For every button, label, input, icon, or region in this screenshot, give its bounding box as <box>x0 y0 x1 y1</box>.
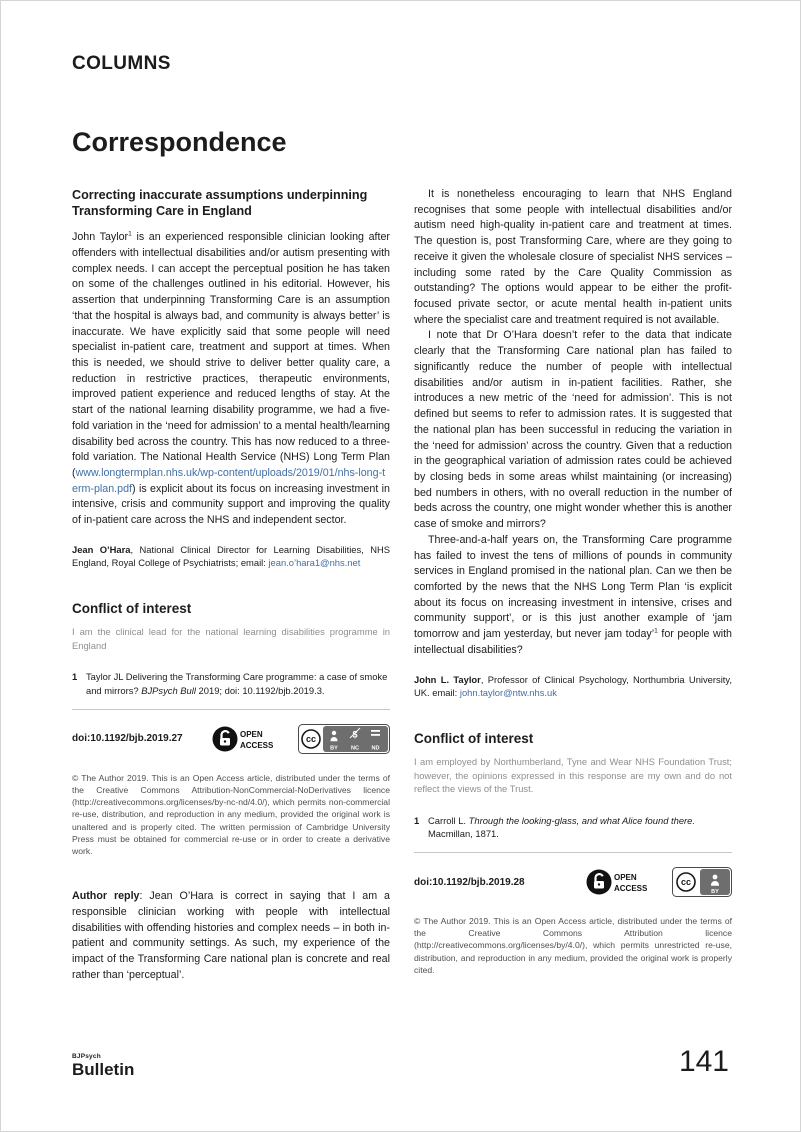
svg-text:$: $ <box>352 729 358 740</box>
journal-logo-top: BJPsych <box>72 1053 101 1060</box>
svg-text:cc: cc <box>305 733 317 744</box>
license-badges <box>586 867 732 897</box>
divider <box>72 709 390 710</box>
svg-text:ND: ND <box>371 745 380 752</box>
citation-marker: 1 <box>654 627 658 635</box>
right-column <box>414 187 732 1008</box>
author-name: John L. Taylor <box>414 673 481 685</box>
conflict-of-interest-text: I am the clinical lead for the national learning disabilities programme in England <box>72 626 390 651</box>
doi-row <box>72 724 390 754</box>
conflict-of-interest-heading: Conflict of interest <box>414 730 534 746</box>
journal-logo-main: Bulletin <box>72 1060 135 1079</box>
svg-text:OPEN: OPEN <box>614 873 637 883</box>
conflict-of-interest-text: I am employed by Northumberland, Tyne and Wear NHS Foundation Trust; however, the opinions expressed in this response are my own and do not reflect the views of the Trust. <box>414 755 732 795</box>
article2-paragraph-1: It is nonetheless encouraging to learn that NHS England recognises that some people with intellectual disabilities and/or autism need high-quality in-patient care and treatment at times. The question is, post Transforming Care, where are they going to receive it given the wholesale closure of specialist NHS services – including some rated by the Care Quality Commission as outstanding? The options would appear to be either the profit-focused private sector, or acute mental health in-patient units where the specialist care and treatment required is not available. <box>414 188 732 326</box>
svg-text:BY: BY <box>330 745 338 752</box>
license-badges <box>212 724 390 754</box>
cc-by-badge <box>672 867 732 897</box>
reference-text: Carroll L. Through the looking-glass, and what Alice found there. Macmillan, 1871. <box>428 814 695 839</box>
page-title: Correspondence <box>72 127 287 157</box>
author-reply-paragraph <box>72 889 390 983</box>
article2-paragraph-2: I note that Dr O’Hara doesn’t refer to the data that indicate clearly that the Transforming Care national plan has failed to significantly reduce the number of people with intellectual disabilities and/or autism in in-patient facilities. Rather, she introduces a new metric of the ‘need for admission’. This is not defined but seems to refer to admission rates. It is suggested that the national plan has been successful in reducing the variation in the ‘need for admission’ across the country. Given that a reduction in the geographical variation of admission rates could be achieved by closing beds in some areas whilst maintaining (or increasing) bed numbers in others, with no overall reduction in the number of beds across the country, one might wonder whether this is another case of smoke and mirrors? <box>414 329 732 531</box>
svg-text:cc: cc <box>680 877 692 888</box>
doi-label: doi:10.1192/bjb.2019.27 <box>72 733 183 745</box>
taylor-email-link[interactable]: john.taylor@ntw.nhs.uk <box>459 686 557 698</box>
author-affiliation: , National Clinical Director for Learning Disabilities, NHS England, Royal College of Psychiatrists; email: <box>72 543 390 569</box>
article1-paragraph <box>72 230 390 529</box>
reference-text: Taylor JL Delivering the Transforming Care programme: a case of smoke and mirrors? BJPsych Bull 2019; doi: 10.1192/bjb.2019.3. <box>86 671 388 696</box>
author-reply-text: : Jean O’Hara is correct in saying that I am a responsible clinician working with people with intellectual disabilities with offending histories and complex needs – in both in-patient and community settings. As such, my experience of the impact of the Transforming Care national plan is concrete and real rather than ‘perceptual’. <box>72 890 390 981</box>
svg-text:ACCESS: ACCESS <box>614 884 648 894</box>
article1-signature <box>72 543 390 569</box>
open-access-icon <box>586 868 664 896</box>
author-reply-label: Author reply <box>72 890 140 903</box>
citation-marker: 1 <box>128 230 132 238</box>
conflict-of-interest-heading: Conflict of interest <box>72 601 192 617</box>
article1-text-end: ) is explicit about its focus on increasing investment in intensive, crisis and community support and improving the quality of in-patient care across the NHS and independent sector. <box>72 482 390 527</box>
reference-item <box>72 670 390 696</box>
article2-signature <box>414 673 732 699</box>
divider <box>414 852 732 853</box>
article1-text-start: John Taylor <box>72 231 129 244</box>
doi-row <box>414 867 732 897</box>
copyright-notice: © The Author 2019. This is an Open Access article, distributed under the terms of the Creative Commons Attribution-NonCommercial-NoDerivatives licence (http://creativecommons.org/licenses/by-nc-nd/4.0/), which permits non-commercial re-use, distribution, and reproduction in any medium, provided the original work is unaltered and is properly cited. The written permission of Cambridge University Press must be obtained for commercial re-use or in order to create a derivative work. <box>72 772 390 856</box>
author-name: Jean O’Hara <box>72 543 131 555</box>
author-affiliation: , Professor of Clinical Psychology, Northumbria University, UK. email: <box>414 673 732 698</box>
journal-logo <box>72 1053 134 1080</box>
two-column-layout <box>72 187 732 1008</box>
doi-label: doi:10.1192/bjb.2019.28 <box>414 876 525 888</box>
longtermplan-link[interactable]: www.longtermplan.nhs.uk/wp-content/uploads/2019/01/nhs-long-term-plan.pdf <box>72 467 386 495</box>
cc-by-nc-nd-badge <box>298 724 390 754</box>
article2-paragraph-3: Three-and-a-half years on, the Transforming Care programme has failed to invest the tens of millions of pounds in community services in England promised in the national plan. Can we then be comforted by the news that the NHS Long Term Plan ‘is explicit about its focus on increasing investment in intensive, crises and community support’, or is this just another example of ‘jam tomorrow and jam yesterday, but never jam today’$^1$ for people with intellectual disabilities? <box>414 533 732 656</box>
section-label: COLUMNS <box>72 53 171 74</box>
copyright-notice: © The Author 2019. This is an Open Access article, distributed under the terms of the Creative Commons Attribution licence (http://creativecommons.org/licenses/by/4.0/), which permits unrestricted re-use, distribution, and reproduction in any medium, provided the original work is properly cited. <box>414 916 732 975</box>
page-number: 141 <box>678 1045 729 1078</box>
open-access-icon <box>212 725 290 753</box>
reference-number: 1 <box>414 814 420 826</box>
reference-number: 1 <box>72 671 78 683</box>
svg-text:ACCESS: ACCESS <box>240 740 274 750</box>
svg-text:OPEN: OPEN <box>240 729 263 739</box>
article1-title: Correcting inaccurate assumptions underpinning Transforming Care in England <box>72 188 368 219</box>
reference-item <box>414 814 732 840</box>
svg-text:BY: BY <box>711 889 719 896</box>
article1-text-mid: is an experienced responsible clinician looking after offenders with intellectual disabilities and/or autism presenting with complex needs. I can accept the perceptual position he has taken on some of the challenges outlined in his editorial. However, his assertion that underpinning Transforming Care is an assumption ‘that the hospital is always bad, and community is always better’ is inaccurate. We have explicitly said that some people will need specialist in-patient care, treatment and support at times. When this is needed, we should strive to deliver better quality care, a reduction in restrictive practices, therapeutic environments, improved patient experience and reduced lengths of stay. At the start of the national learning disability programme, we had a five-fold variation in the ‘need for admission’ to a mental health/learning disability bed across the country. This has now reduced to a three-fold variation. The National Health Service (NHS) Long Term Plan ( <box>72 231 390 479</box>
svg-text:NC: NC <box>351 745 359 752</box>
ohara-email-link[interactable]: jean.o’hara1@nhs.net <box>268 557 361 569</box>
left-column <box>72 187 390 1008</box>
